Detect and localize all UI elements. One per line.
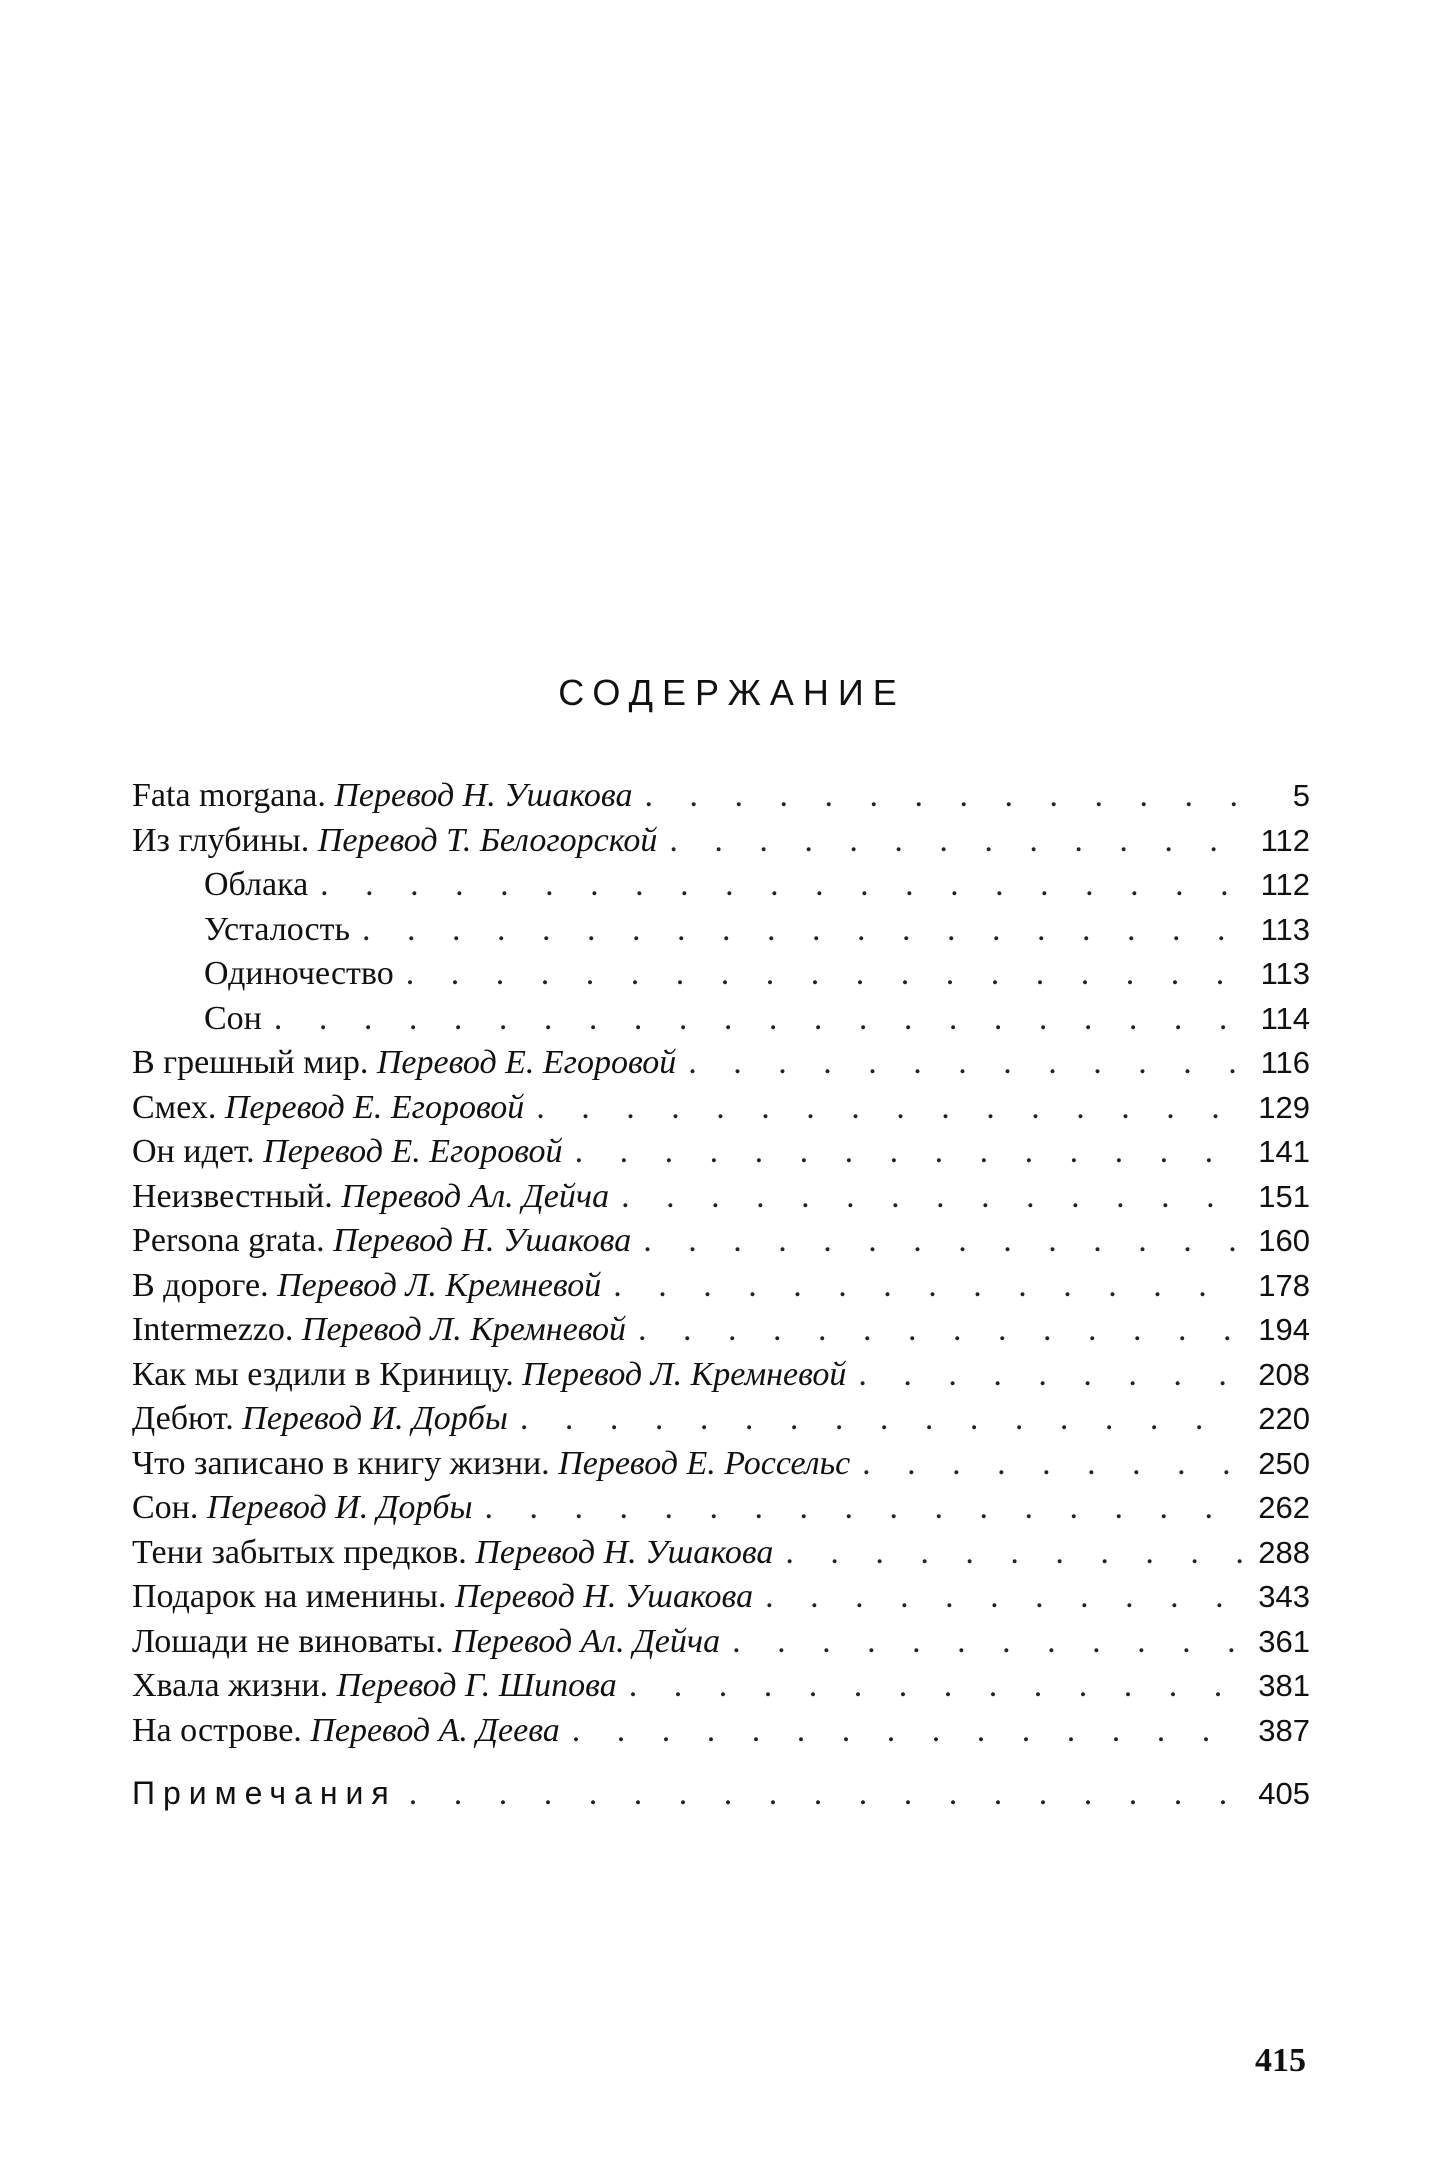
work-title: Что записано в книгу жизни. bbox=[132, 1444, 550, 1482]
toc-entry-title bbox=[132, 1264, 601, 1309]
work-title: Неизвестный. bbox=[132, 1177, 333, 1215]
work-title: Одиночество bbox=[204, 955, 394, 992]
toc-entry-title bbox=[132, 1308, 626, 1353]
toc-entry-page: 160 bbox=[1258, 1223, 1310, 1258]
toc-entry-page: 250 bbox=[1258, 1445, 1310, 1481]
leader-dots bbox=[320, 863, 1242, 908]
translator-credit: Перевод Н. Ушакова bbox=[334, 777, 633, 814]
translator-credit: Перевод И. Дорбы bbox=[242, 1400, 508, 1437]
toc-entry[interactable] bbox=[132, 908, 1310, 953]
translator-credit: Перевод Л. Кремневой bbox=[301, 1311, 627, 1348]
translator-credit: Перевод Ал. Дейча bbox=[341, 1177, 610, 1215]
work-title: В грешный мир. bbox=[132, 1044, 369, 1081]
work-title: Облака bbox=[204, 866, 309, 903]
toc-entry-title bbox=[132, 1664, 617, 1709]
leader-dots bbox=[621, 1175, 1242, 1220]
toc-entry-page: 361 bbox=[1258, 1623, 1310, 1659]
toc-entry-page: 220 bbox=[1258, 1401, 1310, 1436]
toc-entry[interactable] bbox=[132, 1353, 1310, 1398]
toc-entry-title bbox=[132, 952, 394, 997]
toc-entry[interactable] bbox=[132, 952, 1310, 997]
work-title: Дебют. bbox=[132, 1400, 234, 1437]
toc-entry[interactable] bbox=[132, 1041, 1310, 1086]
work-title: Intermezzo. bbox=[132, 1311, 294, 1348]
toc-entry[interactable] bbox=[132, 1575, 1310, 1620]
leader-dots bbox=[536, 1086, 1242, 1131]
toc-entry[interactable] bbox=[132, 1620, 1310, 1665]
toc-entry[interactable] bbox=[132, 1397, 1310, 1442]
work-title: Сон. bbox=[132, 1489, 199, 1526]
toc-entry-title bbox=[132, 774, 632, 819]
toc-entry-title bbox=[132, 819, 657, 864]
leader-dots bbox=[629, 1664, 1242, 1709]
work-title: Усталость bbox=[204, 910, 351, 948]
toc-entry-title bbox=[132, 908, 350, 953]
leader-dots bbox=[785, 1531, 1242, 1576]
toc-entry-notes[interactable] bbox=[132, 1771, 1310, 1816]
leader-dots bbox=[520, 1397, 1242, 1442]
toc-entry-page: 381 bbox=[1258, 1668, 1310, 1703]
work-title: Persona grata. bbox=[132, 1222, 325, 1259]
toc-entry-page: 116 bbox=[1260, 1045, 1310, 1080]
translator-credit: Перевод И. Дорбы bbox=[206, 1489, 473, 1526]
toc-entry[interactable] bbox=[132, 1175, 1310, 1220]
leader-dots bbox=[858, 1353, 1242, 1398]
page-title: СОДЕРЖАНИЕ bbox=[558, 672, 906, 713]
toc-entry-title: Примечания bbox=[132, 1775, 397, 1811]
toc-entry-page: 343 bbox=[1258, 1579, 1310, 1614]
toc-entry[interactable] bbox=[132, 1442, 1310, 1487]
work-title: Fata morgana. bbox=[132, 777, 326, 814]
work-title: Тени забытых предков. bbox=[132, 1533, 467, 1571]
leader-dots bbox=[732, 1620, 1242, 1665]
leader-dots bbox=[862, 1442, 1242, 1487]
toc-entry-title bbox=[132, 1175, 609, 1220]
leader-dots bbox=[362, 908, 1242, 953]
toc-entry-page: 178 bbox=[1258, 1267, 1310, 1303]
toc-entry-page: 112 bbox=[1260, 867, 1310, 902]
translator-credit: Перевод Л. Кремневой bbox=[277, 1266, 602, 1304]
toc-entry[interactable] bbox=[132, 1086, 1310, 1131]
leader-dots bbox=[572, 1709, 1242, 1754]
work-title: Сон bbox=[204, 999, 262, 1037]
translator-credit: Перевод Н. Ушакова bbox=[455, 1578, 754, 1615]
toc-entry-page: 129 bbox=[1258, 1089, 1310, 1125]
toc-entry-title bbox=[132, 1397, 508, 1442]
work-title: Смех. bbox=[132, 1088, 217, 1126]
toc-entry-title bbox=[132, 1086, 524, 1131]
work-title: В дороге. bbox=[132, 1266, 269, 1304]
toc-entry[interactable] bbox=[132, 863, 1310, 908]
toc-entry-title bbox=[132, 1041, 676, 1086]
translator-credit: Перевод Н. Ушакова bbox=[333, 1222, 632, 1259]
translator-credit: Перевод Ал. Дейча bbox=[452, 1622, 721, 1660]
work-title: Он идет. bbox=[132, 1133, 255, 1170]
translator-credit: Перевод Е. Егоровой bbox=[376, 1044, 677, 1081]
leader-dots bbox=[688, 1041, 1242, 1086]
toc-entry-page: 208 bbox=[1258, 1356, 1310, 1392]
toc-entry-page: 288 bbox=[1258, 1534, 1310, 1570]
toc-entry-page: 151 bbox=[1258, 1178, 1310, 1214]
leader-dots bbox=[765, 1575, 1242, 1620]
work-title: Как мы ездили в Криницу. bbox=[132, 1355, 514, 1393]
leader-dots bbox=[406, 952, 1242, 997]
leader-dots bbox=[644, 774, 1242, 819]
translator-credit: Перевод Е. Россельс bbox=[558, 1444, 851, 1482]
toc-entry-title bbox=[132, 1219, 631, 1264]
work-title: Лошади не виноваты. bbox=[132, 1622, 444, 1660]
leader-dots bbox=[409, 1772, 1242, 1817]
toc-entry-title bbox=[132, 1130, 563, 1175]
leader-dots bbox=[669, 819, 1242, 864]
toc-entry[interactable] bbox=[132, 1130, 1310, 1175]
toc-entry-title bbox=[132, 1575, 753, 1620]
toc-entry-page: 113 bbox=[1260, 911, 1310, 947]
leader-dots bbox=[638, 1308, 1242, 1353]
translator-credit: Перевод Г. Шипова bbox=[336, 1667, 617, 1704]
work-title: На острове. bbox=[132, 1711, 302, 1749]
translator-credit: Перевод Н. Ушакова bbox=[475, 1533, 774, 1571]
toc-entry[interactable] bbox=[132, 1264, 1310, 1309]
translator-credit: Перевод А. Деева bbox=[310, 1711, 560, 1749]
toc-entry[interactable] bbox=[132, 1531, 1310, 1576]
translator-credit: Перевод Т. Белогорской bbox=[317, 821, 658, 859]
leader-dots bbox=[643, 1219, 1242, 1264]
work-title: Подарок на именины. bbox=[132, 1578, 447, 1615]
toc-entry[interactable] bbox=[132, 819, 1310, 864]
work-title: Хвала жизни. bbox=[132, 1667, 329, 1704]
toc-entry[interactable] bbox=[132, 1709, 1310, 1754]
toc-entry-page: 112 bbox=[1260, 822, 1310, 858]
toc-entry-page: 387 bbox=[1258, 1712, 1310, 1748]
toc-entry-title bbox=[132, 997, 262, 1042]
work-title: Из глубины. bbox=[132, 821, 310, 859]
toc-entry-page: 141 bbox=[1258, 1134, 1310, 1169]
table-of-contents bbox=[132, 774, 1310, 1816]
leader-dots bbox=[613, 1264, 1242, 1309]
toc-entry-page: 114 bbox=[1260, 1000, 1310, 1036]
translator-credit: Перевод Е. Егоровой bbox=[263, 1133, 563, 1170]
toc-entry-title bbox=[132, 1620, 720, 1665]
toc-entry-page: 262 bbox=[1258, 1490, 1310, 1525]
toc-entry[interactable] bbox=[132, 1219, 1310, 1264]
toc-entry[interactable] bbox=[132, 997, 1310, 1042]
toc-entry-title bbox=[132, 1353, 846, 1398]
toc-entry[interactable] bbox=[132, 1308, 1310, 1353]
toc-entry[interactable] bbox=[132, 1486, 1310, 1531]
toc-entry[interactable] bbox=[132, 774, 1310, 819]
leader-dots bbox=[274, 997, 1242, 1042]
toc-entry-title bbox=[132, 1486, 472, 1531]
translator-credit: Перевод Е. Егоровой bbox=[224, 1088, 525, 1126]
translator-credit: Перевод Л. Кремневой bbox=[522, 1355, 847, 1393]
toc-entry-page: 5 bbox=[1292, 778, 1310, 813]
toc-entry-title bbox=[132, 1442, 850, 1487]
toc-entry-page: 194 bbox=[1258, 1312, 1310, 1347]
toc-entry-title bbox=[132, 1709, 560, 1754]
leader-dots bbox=[484, 1486, 1242, 1531]
leader-dots bbox=[575, 1130, 1242, 1175]
toc-entry-title bbox=[132, 863, 308, 908]
toc-entry-title bbox=[132, 1531, 773, 1576]
page-number: 415 bbox=[1255, 2042, 1306, 2079]
toc-entry[interactable] bbox=[132, 1664, 1310, 1709]
toc-entry-page: 113 bbox=[1260, 956, 1310, 991]
toc-entry-page: 405 bbox=[1258, 1776, 1310, 1811]
